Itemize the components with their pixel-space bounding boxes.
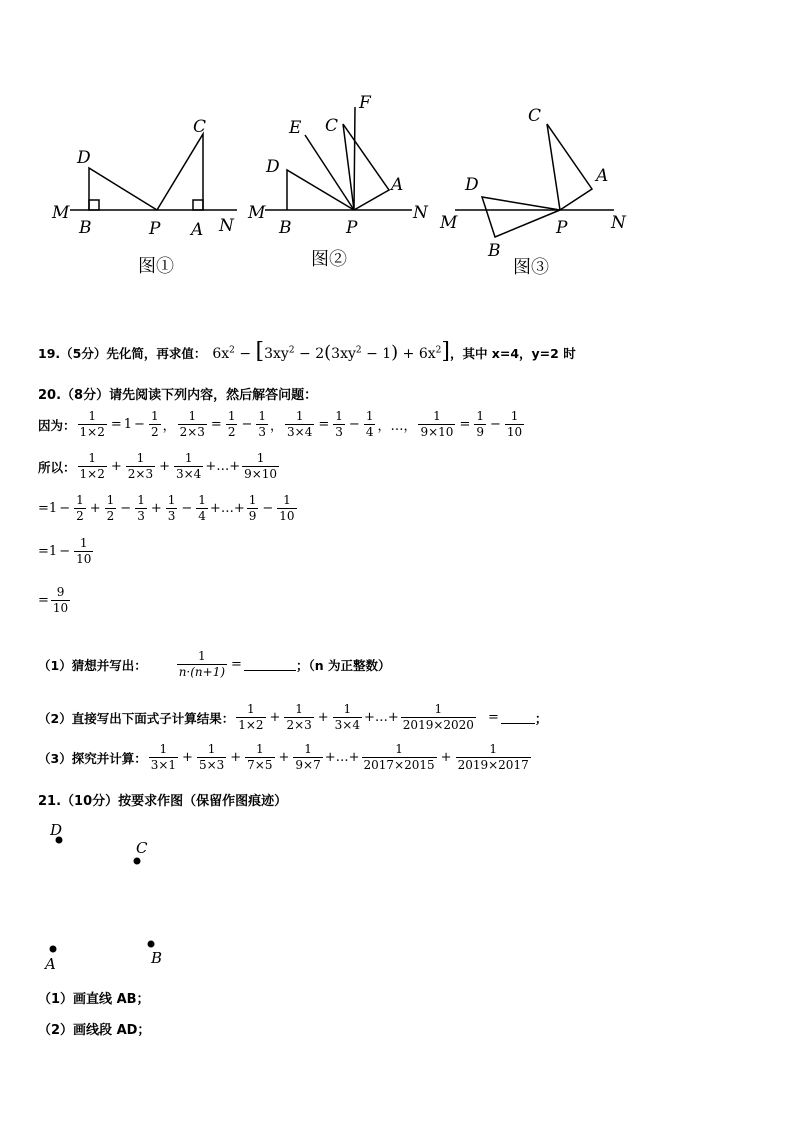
point-a-label: A xyxy=(45,955,56,973)
point-a xyxy=(50,946,57,953)
fig3-label-c: C xyxy=(528,106,542,126)
q20-step-line: = 1 − $\frac{1}{10}$ xyxy=(38,536,92,566)
figure-2 xyxy=(265,107,412,210)
q21-sub1: （1）画直线 AB； xyxy=(38,992,150,1007)
fig3-label-n: N xyxy=(611,213,626,233)
q20-because-line: 因为： $\frac{1}{1\times 2}$ = 1 − $\frac{1}{2}$ ， $\frac{1}{2\times 3}$ = $\frac{1}{2}$ − $\frac{1}{3}$ ， $\frac{1}{3\times 4}$ = $\frac{1}{3}$ − $\frac{1}{4}$ ，…， $\frac{1}{9\times 10}$ = $\frac{1}{9}$ − $\frac{1}{10}$ xyxy=(38,409,523,439)
figure-1 xyxy=(70,134,237,210)
q19-header: 19.（5分）先化简，再求值： xyxy=(38,346,207,361)
fig2-label-d: D xyxy=(266,157,280,177)
q19-tail: ，其中 x=4，y=2 时 xyxy=(449,346,576,361)
fig2-label-e: E xyxy=(289,118,302,138)
point-b-label: B xyxy=(151,949,163,967)
fig1-label-b: B xyxy=(79,218,92,238)
q20-sub2: （2）直接写出下面式子计算结果： $\frac{1}{1\times 2}$ + $\frac{1}{2\times 3}$ + $\frac{1}{3\times 4}$ +…+ $\frac{1}{2019\times 2020}$ = ； xyxy=(38,702,548,732)
fig2-label-a: A xyxy=(391,175,404,195)
fig3-label-m: M xyxy=(440,213,458,233)
fig3-label-a: A xyxy=(596,166,609,186)
fig3-label-b: B xyxy=(488,241,501,261)
figures-row xyxy=(0,0,794,300)
sub2-answer-blank[interactable] xyxy=(501,711,535,724)
q21-header: 21.（10分）按要求作图（保留作图痕迹） xyxy=(38,794,288,809)
fig2-label-c: C xyxy=(325,116,339,136)
fig1-label-m: M xyxy=(52,203,70,223)
point-d-label: D xyxy=(50,821,63,839)
q19-line xyxy=(38,338,576,364)
q21-points xyxy=(0,810,260,980)
point-c xyxy=(134,858,141,865)
fig2-label-n: N xyxy=(413,203,428,223)
fig2-label-b: B xyxy=(279,218,292,238)
q20-result-line: = $\frac{9}{10}$ xyxy=(38,585,69,615)
fig2-label-p: P xyxy=(346,218,358,238)
fig1-caption: 图① xyxy=(138,256,174,277)
fig2-caption: 图② xyxy=(311,249,347,270)
point-b xyxy=(148,941,155,948)
figure-3 xyxy=(455,124,614,237)
q20-sub3: （3）探究并计算： $\frac{1}{3\times 1}$ + $\frac{1}{5\times 3}$ + $\frac{1}{7\times 5}$ + $\frac{1}{9\times 7}$ +…+ $\frac{1}{2017\times 2015}$ + $\frac{1}{2019\times 2017}$ xyxy=(38,742,529,772)
q20-expansion-line: = 1 − $\frac{1}{2}$ + $\frac{1}{2}$ − $\frac{1}{3}$ + $\frac{1}{3}$ − $\frac{1}{4}$ +…+ $\frac{1}{9}$ − $\frac{1}{10}$ xyxy=(38,493,295,523)
fig3-caption: 图③ xyxy=(513,257,549,278)
fig1-label-c: C xyxy=(193,117,207,137)
fig3-label-d: D xyxy=(465,175,479,195)
fig1-label-p: P xyxy=(149,219,161,239)
q20-sub1: （1）猜想并写出： $\frac{1}{n\cdot(n+1)}$ = ；（n 为正整数） xyxy=(38,649,391,679)
fig2-label-m: M xyxy=(248,203,266,223)
q21-sub2: （2）画线段 AD； xyxy=(38,1023,151,1038)
fig1-label-n: N xyxy=(219,216,234,236)
sub1-answer-blank[interactable] xyxy=(244,658,296,671)
fig2-label-f: F xyxy=(359,93,371,113)
q20-header: 20.（8分）请先阅读下列内容，然后解答问题： xyxy=(38,388,318,403)
point-c-label: C xyxy=(136,839,148,857)
fig3-label-p: P xyxy=(556,218,568,238)
fig1-label-d: D xyxy=(77,148,91,168)
q19-expression: $6x^2 - [3xy^2 - 2(3xy^2 - 1) + 6x^2]$ xyxy=(212,338,450,364)
q20-therefore-line: 所以： $\frac{1}{1\times 2}$ + $\frac{1}{2\times 3}$ + $\frac{1}{3\times 4}$ +…+ $\frac{1}{9\times 10}$ xyxy=(38,451,278,481)
fig1-label-a: A xyxy=(191,220,204,240)
